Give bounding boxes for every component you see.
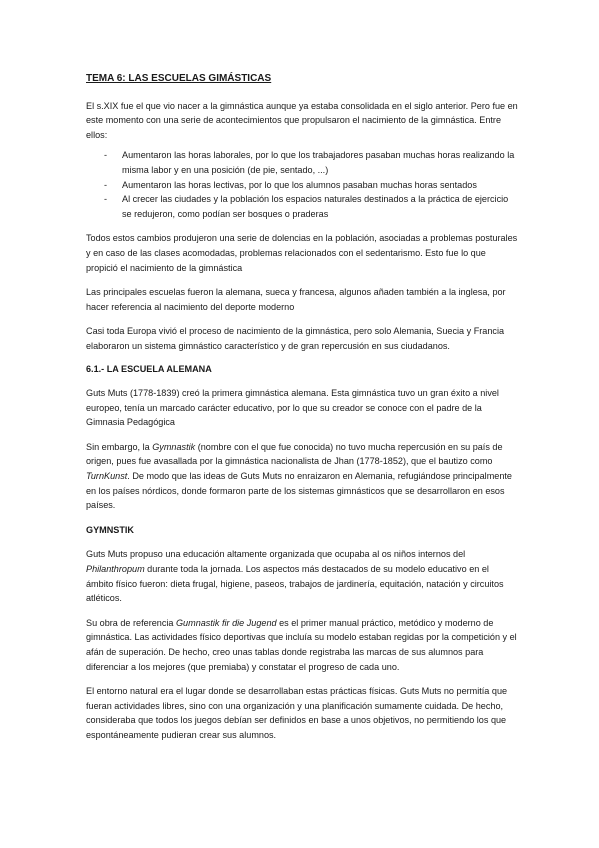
italic-term: TurnKunst — [86, 471, 128, 482]
italic-term: Gumnastik fir die Jugend — [175, 617, 277, 628]
text-run: durante toda la jornada. Los aspectos más destacados de su modelo educativo en el ámbito físico fueron: dieta frugal, higiene, paseos, trabajos de jardinería, equitación, natación y circuitos atléticos. — [86, 564, 504, 604]
paragraph-guts-muts: Guts Muts (1778-1839) creó la primera gimnástica alemana. Esta gimnástica tuvo un gran éxito a nivel europeo, tenía un marcado carácter educativo, por lo que su creador se conoce con el padre de la Gimnasia Pedagógica — [86, 388, 499, 428]
document-body — [86, 72, 518, 753]
paragraph-schools: Las principales escuelas fueron la alemana, sueca y francesa, algunos añaden también a la inglesa, por hacer referencia al nacimiento del deporte moderno — [86, 287, 506, 312]
bullet-list — [86, 148, 518, 221]
list-item-text: Aumentaron las horas laborales, por lo que los trabajadores pasaban muchas horas realizando la misma labor y en una posición (de pie, sentado, ...) — [122, 150, 515, 175]
italic-term: Gymnastik — [152, 441, 196, 452]
page-title: TEMA 6: LAS ESCUELAS GIMÁSTICAS — [86, 73, 272, 84]
paragraph-intro: El s.XIX fue el que vio nacer a la gimnástica aunque ya estaba consolidada en el siglo anterior. Pero fue en este momento con una serie de acontecimientos que propulsaron el nacimiento de la gimnástica. Entre ellos: — [86, 100, 518, 140]
section-heading-german-school: 6.1.- LA ESCUELA ALEMANA — [86, 363, 212, 374]
text-run: (nombre con el que fue conocida) no tuvo mucha repercusión en su país de origen, pues fue avasallada por la gimnástica nacionalista de Jhan (1778-1852), que el bautizo como — [86, 441, 503, 467]
list-item — [86, 148, 518, 177]
bullet-dash: - — [104, 150, 108, 161]
list-item-text: Aumentaron las horas lectivas, por lo que los alumnos pasaban muchas horas sentados — [122, 179, 477, 190]
text-run: . De modo que las ideas de Guts Muts no enraizaron en Alemania, refugiándose principalmente en los países nórdicos, donde formaron parte de los sistemas gimnásticos que se desarrollaron en esos países. — [86, 471, 512, 511]
paragraph-europe: Casi toda Europa vivió el proceso de nacimiento de la gimnástica, pero solo Alemania, Suecia y Francia elaboraron un sistema gimnástico característico y de gran repercusión en sus ciudadanos. — [86, 326, 505, 351]
italic-term: Philanthropum — [86, 564, 145, 575]
text-run: Sin embargo, la — [86, 441, 153, 452]
paragraph-reference-work — [86, 616, 518, 674]
list-item-text: Al crecer las ciudades y la población los espacios naturales destinados a la práctica de ejercicio se redujeron, como podían ser bosques o praderas — [122, 194, 509, 219]
paragraph-gymnastik — [86, 440, 518, 513]
list-item — [86, 192, 518, 221]
text-run: Guts Muts propuso una educación altamente organizada que ocupaba al os niños internos del — [86, 549, 466, 560]
text-run: Su obra de referencia — [86, 617, 176, 628]
bullet-dash: - — [104, 179, 108, 190]
paragraph-changes: Todos estos cambios produjeron una serie de dolencias en la población, asociadas a problemas posturales y en caso de las clases acomodadas, problemas relacionados con el sedentarismo. Esto fue lo que propició el nacimiento de la gimnástica — [86, 233, 518, 273]
text-run: es el primer manual práctico, metódico y moderno de gimnástica. Las actividades físico deportivas que incluía su modelo estaban regidas por la competición y el afán de superación. De hecho, creo unas tablas donde registraba las marcas de sus alumnos para diferenciar a los mejores (que premiaba) y constatar el progreso de cada uno. — [86, 617, 517, 672]
list-item — [86, 178, 518, 193]
section-heading-gymnstik: GYMNSTIK — [86, 524, 134, 535]
paragraph-education — [86, 547, 518, 605]
paragraph-natural-environment: El entorno natural era el lugar donde se desarrollaban estas prácticas físicas. Guts Muts no permitía que fueran actividades libres, sino con una organización y una planificación sumamente cuidada. De hecho, consideraba que todos los juegos debían ser definidos en base a unos objetivos, no permitiendo los que espontáneamente pudieran crear sus alumnos. — [86, 686, 508, 740]
bullet-dash: - — [104, 194, 108, 205]
